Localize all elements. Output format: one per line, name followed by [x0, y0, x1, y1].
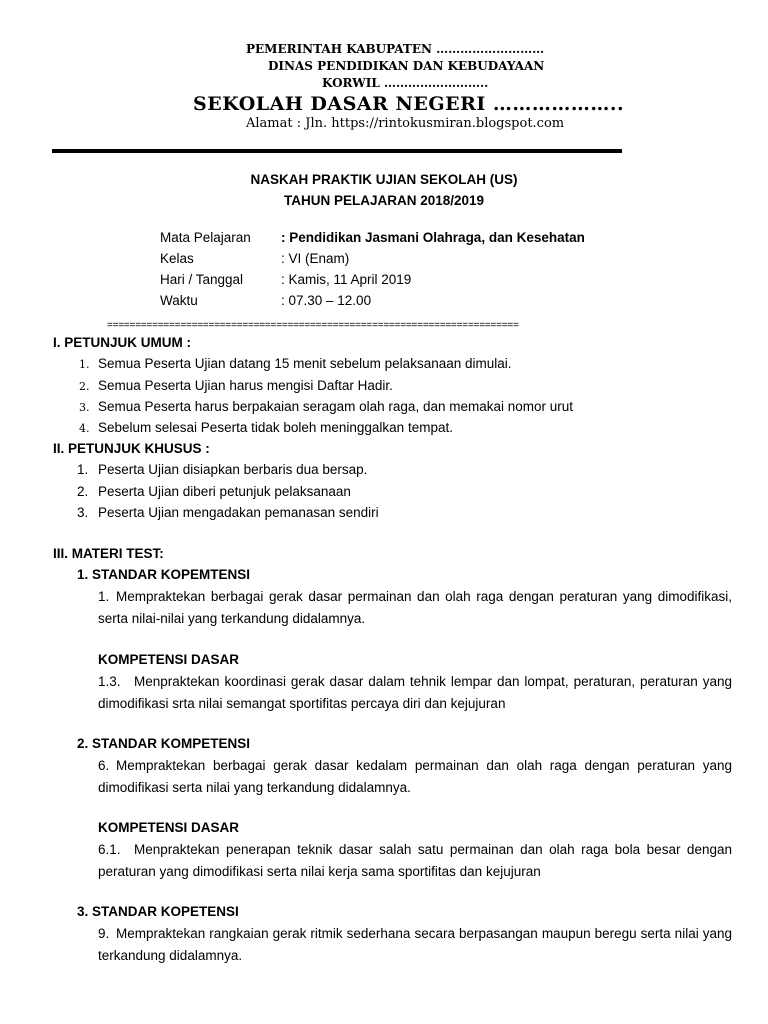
section-heading: III. MATERI TEST:	[53, 546, 164, 561]
list-item: Peserta Ujian disiapkan berbaris dua bersap.	[98, 462, 368, 477]
paragraph-number: 6.1.	[98, 842, 121, 857]
paragraph-text: Mempraktekan berbagai gerak dasar permainan dan olah raga dengan peraturan yang dimodifikasi, serta nilai-nilai yang terkandung didalamnya.	[98, 589, 732, 626]
standard-heading: 1. STANDAR KOPEMTENSI	[77, 567, 251, 582]
list-item: Semua Peserta Ujian harus mengisi Daftar Hadir.	[98, 378, 393, 393]
standard-heading: 3. STANDAR KOPETENSI	[77, 904, 239, 919]
list-number: 3.	[79, 401, 90, 414]
document-year: TAHUN PELAJARAN 2018/2019	[283, 193, 485, 208]
list-number: 3.	[77, 505, 89, 520]
info-value: : Kamis, 11 April 2019	[281, 272, 412, 287]
competency-paragraph	[98, 671, 732, 714]
school-address: Alamat : Jln. https://rintokusmiran.blogspot.com	[246, 116, 565, 131]
letterhead-rule	[52, 149, 622, 153]
list-number: 2.	[79, 380, 90, 393]
info-label: Waktu	[160, 293, 198, 308]
info-label: Hari / Tanggal	[160, 272, 244, 287]
document-title: NASKAH PRAKTIK UJIAN SEKOLAH (US)	[250, 172, 518, 187]
info-label: Mata Pelajaran	[160, 230, 251, 245]
list-item: Sebelum selesai Peserta tidak boleh meninggalkan tempat.	[98, 420, 453, 435]
paragraph-number: 1.3.	[98, 674, 121, 689]
header-line-1: PEMERINTAH KABUPATEN ………………………	[246, 42, 545, 56]
header-line-2: DINAS PENDIDIKAN DAN KEBUDAYAAN	[268, 59, 545, 73]
standard-paragraph	[98, 923, 732, 966]
list-item: Peserta Ujian diberi petunjuk pelaksanaan	[98, 484, 351, 499]
standard-heading: 2. STANDAR KOMPETENSI	[77, 736, 251, 751]
competency-paragraph	[98, 839, 732, 882]
list-number: 1.	[79, 358, 90, 371]
info-value: : VI (Enam)	[281, 251, 350, 266]
paragraph-text: Mempraktekan rangkaian gerak ritmik sederhana secara berpasangan maupun beregu serta nilai yang terkandung didalamnya.	[98, 926, 732, 963]
competency-heading: KOMPETENSI DASAR	[98, 820, 240, 835]
paragraph-number: 6.	[98, 758, 110, 773]
paragraph-number: 1.	[98, 589, 110, 604]
school-name: SEKOLAH DASAR NEGERI ………………..	[193, 93, 625, 115]
info-value: : 07.30 – 12.00	[281, 293, 372, 308]
info-value: : Pendidikan Jasmani Olahraga, dan Kesehatan	[281, 230, 585, 245]
header-line-3: KORWIL ……………………..	[322, 76, 489, 90]
list-number: 4.	[79, 422, 90, 435]
list-item: Semua Peserta harus berpakaian seragam olah raga, dan memakai nomor urut	[98, 399, 574, 414]
list-item: Peserta Ujian mengadakan pemanasan sendiri	[98, 505, 379, 520]
paragraph-text: Mempraktekan berbagai gerak dasar kedalam permainan dan olah raga dengan peraturan yang dimodifikasi serta nilai yang terkandung didalamnya.	[98, 758, 732, 795]
list-number: 2.	[77, 484, 89, 499]
standard-paragraph	[98, 586, 732, 629]
paragraph-text: Menpraktekan koordinasi gerak dasar dalam tehnik lempar dan lompat, peraturan, peraturan yang dimodifikasi srta nilai semangat sportifitas percaya diri dan kejujuran	[98, 674, 732, 711]
info-label: Kelas	[160, 251, 194, 266]
separator-line: =========================================================================	[107, 320, 519, 331]
competency-heading: KOMPETENSI DASAR	[98, 652, 240, 667]
paragraph-text: Menpraktekan penerapan teknik dasar salah satu permainan dan olah raga bola besar dengan peraturan yang dimodifikasi serta nilai kerja sama sportifitas dan kejujuran	[98, 842, 732, 879]
list-number: 1.	[77, 462, 89, 477]
paragraph-number: 9.	[98, 926, 110, 941]
standard-paragraph	[98, 755, 732, 798]
list-item: Semua Peserta Ujian datang 15 menit sebelum pelaksanaan dimulai.	[98, 356, 512, 371]
section-heading: I. PETUNJUK UMUM :	[53, 335, 191, 350]
section-heading: II. PETUNJUK KHUSUS :	[53, 441, 210, 456]
